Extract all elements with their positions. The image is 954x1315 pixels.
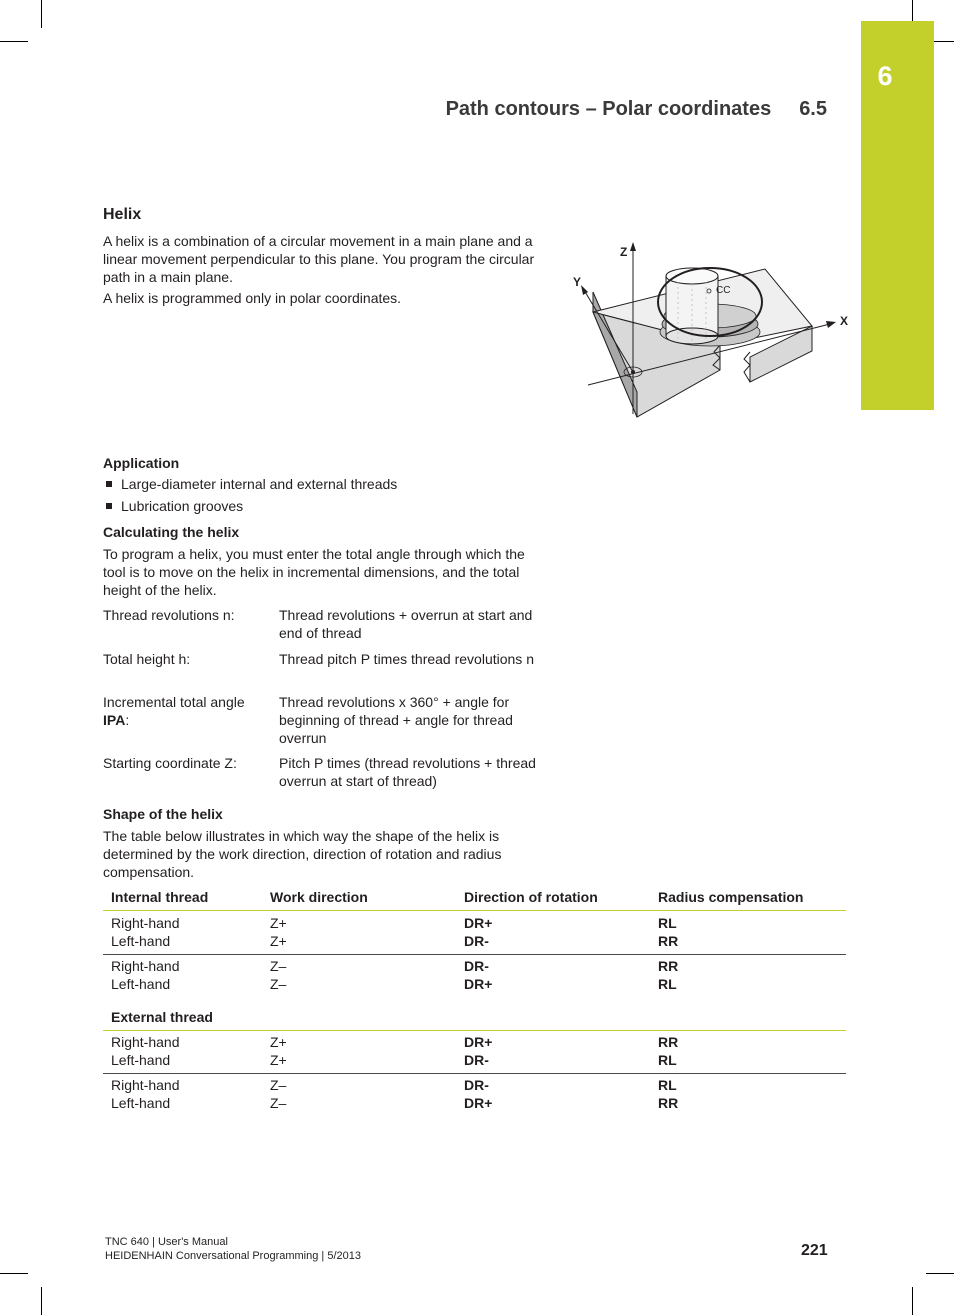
helix-intro: A helix is a combination of a circular movement in a main plane and a linear movement perpendicular to this plane. You program the circular path in a main plane. [103,233,535,285]
page-footer [105,1235,361,1263]
x-axis-arrow [826,321,836,328]
divider [103,1030,846,1031]
table-header: Radius compensation [658,889,804,905]
definition-desc: Thread pitch P times thread revolutions n [279,651,534,667]
list-item: Lubrication grooves [103,498,243,514]
footer-line: TNC 640 | User's Manual [105,1236,228,1248]
divider [103,1073,846,1074]
definition-term: Incremental total angle IPA: [103,694,245,728]
header-title: Path contours – Polar coordinates [445,98,772,120]
calculating-text: To program a helix, you must enter the total angle through which the tool is to move on the helix in incremental dimensions, and the total height of the helix. [103,546,525,598]
axis-x-label: X [840,314,849,328]
application-heading: Application [103,455,180,471]
table-header: Internal thread [111,889,209,905]
page-number: 221 [801,1242,828,1259]
divider [103,954,846,955]
helix-note: A helix is programmed only in polar coordinates. [103,290,402,306]
crop-mark [0,1273,28,1274]
helix-heading: Helix [103,206,142,223]
origin-marker [631,370,635,374]
shape-heading: Shape of the helix [103,806,223,822]
helix-diagram [560,232,860,427]
definition-term: Total height h: [103,651,191,667]
bullet-icon [106,481,112,487]
definition-term: Starting coordinate Z: [103,755,237,771]
definition-term: Thread revolutions n: [103,607,235,623]
axis-y-label: Y [573,275,582,289]
shape-text: The table below illustrates in which way the shape of the helix is determined by the work direction, direction of rotation and radius compensation. [103,828,502,880]
z-axis-arrow [630,242,636,251]
footer-line: HEIDENHAIN Conversational Programming | 5/2013 [105,1250,361,1262]
header-section: 6.5 [799,98,827,120]
crop-mark [41,1287,42,1315]
y-axis-arrow [581,285,588,295]
block-notch [744,352,750,382]
crop-mark [912,1287,913,1315]
external-thread-heading: External thread [111,1009,213,1025]
divider [103,910,846,911]
cc-label: CC [716,285,731,296]
axis-z-label: Z [620,245,628,259]
calculating-heading: Calculating the helix [103,524,240,540]
bullet-icon [106,503,112,509]
list-item: Large-diameter internal and external threads [103,476,397,492]
definition-desc: Thread revolutions x 360° + angle for beginning of thread + angle for thread overrun [279,694,513,746]
table-header: Direction of rotation [464,889,598,905]
definition-desc: Pitch P times (thread revolutions + thread overrun at start of thread) [279,755,536,789]
crop-mark [41,0,42,28]
chapter-tab [861,21,934,410]
table-header: Work direction [270,889,368,905]
definition-desc: Thread revolutions + overrun at start and end of thread [279,607,533,641]
chapter-number: 6 [877,61,893,91]
crop-mark [0,41,28,42]
page-header [446,98,827,121]
crop-mark [926,1273,954,1274]
